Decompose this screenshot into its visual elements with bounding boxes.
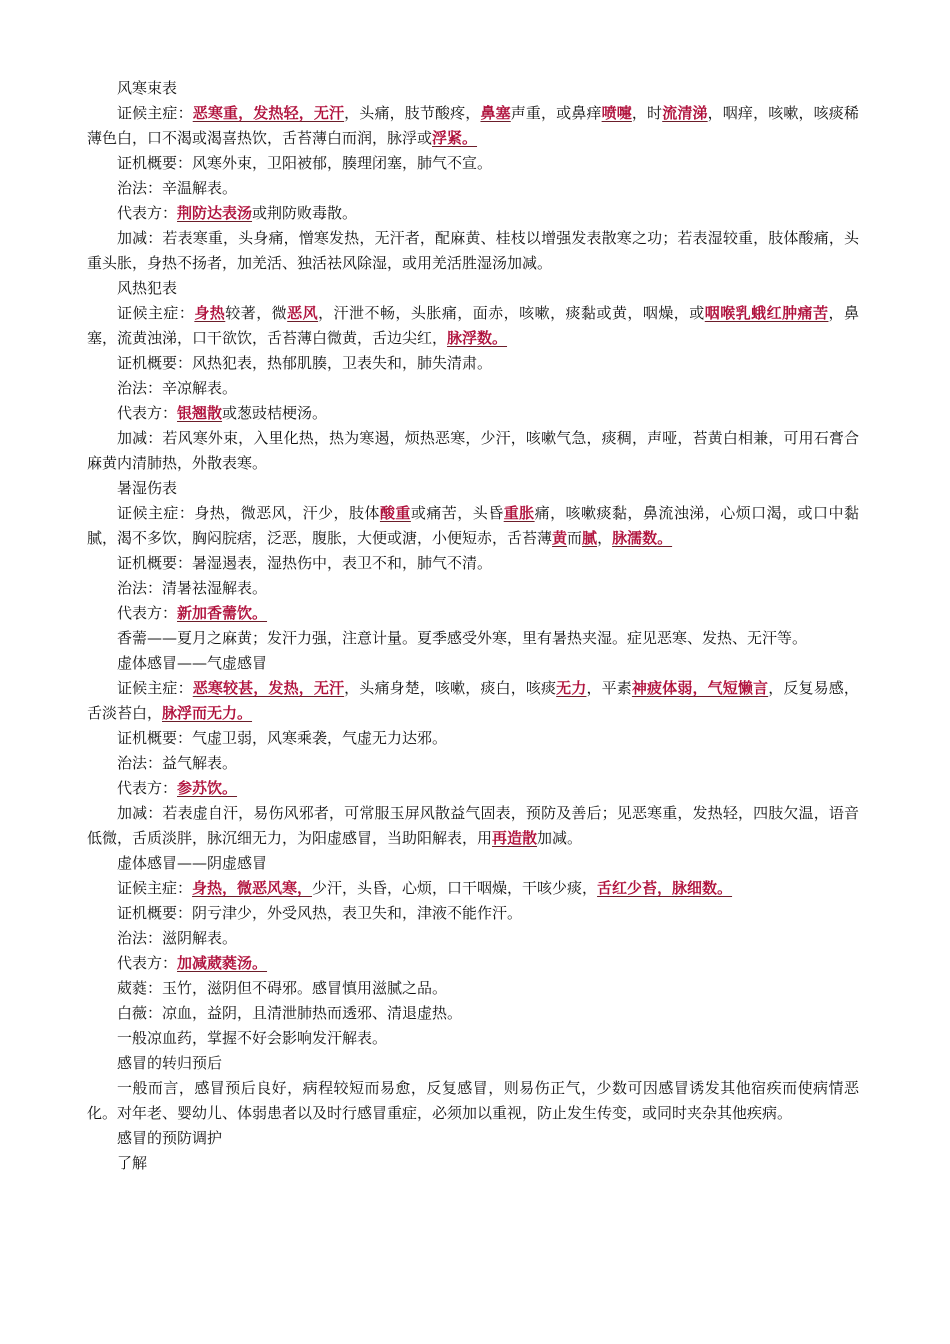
text-run: 代表方： — [117, 954, 178, 972]
text-run: 香薷——夏月之麻黄；发汗力强，注意计量。夏季感受外寒，里有暑热夹湿。症见恶寒、发热、无汗等。 — [117, 629, 808, 647]
paragraph — [87, 401, 859, 426]
paragraph — [87, 651, 859, 676]
text-run: 而 — [567, 529, 583, 547]
paragraph — [87, 101, 859, 151]
highlighted-keyword: 再造散 — [492, 829, 538, 847]
paragraph — [87, 501, 859, 551]
paragraph — [87, 226, 859, 276]
text-run: 感冒的转归预后 — [117, 1054, 223, 1072]
text-run: 虚体感冒——阴虚感冒 — [117, 854, 268, 872]
paragraph — [87, 751, 859, 776]
text-run: 治法：滋阴解表。 — [117, 929, 238, 947]
text-run: ，汗泄不畅，头胀痛，面赤，咳嗽，痰黏或黄，咽燥，或 — [318, 304, 705, 322]
highlighted-keyword: 加减葳蕤汤。 — [177, 954, 268, 972]
paragraph — [87, 1026, 859, 1051]
paragraph — [87, 476, 859, 501]
paragraph — [87, 1126, 859, 1151]
paragraph — [87, 601, 859, 626]
paragraph — [87, 726, 859, 751]
text-run: 少汗，头昏，心烦，口干咽燥，干咳少痰， — [312, 879, 598, 897]
highlighted-keyword: 重胀 — [503, 504, 535, 522]
paragraph — [87, 551, 859, 576]
paragraph — [87, 851, 859, 876]
text-run: 代表方： — [117, 779, 178, 797]
text-run: 声重，或鼻痒 — [510, 104, 602, 122]
highlighted-keyword: 新加香薷饮。 — [177, 604, 268, 622]
paragraph — [87, 1076, 859, 1126]
highlighted-keyword: 喷嚏 — [601, 104, 632, 122]
text-run: ， — [597, 529, 613, 547]
text-run: 证机概要：暑湿遏表，湿热伤中，表卫不和，肺气不清。 — [117, 554, 493, 572]
highlighted-keyword: 脉濡数。 — [612, 529, 673, 547]
highlighted-keyword: 浮紧。 — [432, 129, 478, 147]
paragraph — [87, 1001, 859, 1026]
paragraph — [87, 626, 859, 651]
text-run: 证候主症：身热，微恶风，汗少，肢体 — [117, 504, 380, 522]
highlighted-keyword: 脉浮数。 — [447, 329, 508, 347]
text-run: 加减：若表寒重，头身痛，憎寒发热，无汗者，配麻黄、桂枝以增强发表散寒之功；若表湿较重，肢体酸痛，头重头胀，身热不扬者，加羌活、独活祛风除湿，或用羌活胜湿汤加减。 — [87, 229, 859, 272]
text-run: 证候主症： — [117, 304, 195, 322]
text-run: 或荆防败毒散。 — [252, 204, 358, 222]
text-run: 证机概要：风寒外束，卫阳被郁，腠理闭塞，肺气不宣。 — [117, 154, 493, 172]
paragraph — [87, 951, 859, 976]
text-run: 风寒束表 — [117, 79, 178, 97]
highlighted-keyword: 荆防达表汤 — [177, 204, 253, 222]
highlighted-keyword: 身热 — [194, 304, 226, 322]
paragraph — [87, 976, 859, 1001]
text-run: 一般凉血药，掌握不好会影响发汗解表。 — [117, 1029, 388, 1047]
text-run: 较著，微 — [225, 304, 288, 322]
paragraph — [87, 876, 859, 901]
text-run: 治法：辛温解表。 — [117, 179, 238, 197]
text-run: ，反复易感，舌淡苔白， — [87, 679, 859, 722]
highlighted-keyword: 咽喉乳蛾红肿痛苦 — [704, 304, 829, 322]
paragraph — [87, 676, 859, 726]
text-run: 白薇：凉血，益阴，且清泄肺热而透邪、清退虚热。 — [117, 1004, 463, 1022]
text-run: 治法：辛凉解表。 — [117, 379, 238, 397]
highlighted-keyword: 恶寒较甚，发热，无汗 — [192, 679, 345, 697]
paragraph — [87, 376, 859, 401]
highlighted-keyword: 黄 — [552, 529, 568, 547]
text-run: 加减。 — [537, 829, 583, 847]
highlighted-keyword: 鼻塞 — [480, 104, 511, 122]
text-run: 一般而言，感冒预后良好，病程较短而易愈，反复感冒，则易伤正气，少数可因感冒诱发其他宿疾而使病情恶化。对年老、婴幼儿、体弱患者以及时行感冒重症，必须加以重视，防止发生传变，或同时夹杂其他疾病。 — [87, 1079, 859, 1122]
highlighted-keyword: 银翘散 — [177, 404, 223, 422]
paragraph — [87, 926, 859, 951]
paragraph — [87, 176, 859, 201]
text-run: 加减：若风寒外束，入里化热，热为寒遏，烦热恶寒，少汗，咳嗽气急，痰稠，声哑，苔黄白相兼，可用石膏合麻黄内清肺热，外散表寒。 — [87, 429, 859, 472]
highlighted-keyword: 参苏饮。 — [177, 779, 238, 797]
highlighted-keyword: 神疲体弱，气短懒言 — [631, 679, 769, 697]
text-run: 证候主症： — [117, 104, 193, 122]
text-run: ，时 — [631, 104, 663, 122]
highlighted-keyword: 脉浮而无力。 — [162, 704, 253, 722]
text-run: 感冒的预防调护 — [117, 1129, 223, 1147]
paragraph — [87, 1051, 859, 1076]
document-body — [87, 76, 859, 1176]
text-run: 风热犯表 — [117, 279, 178, 297]
text-run: 虚体感冒——气虚感冒 — [117, 654, 268, 672]
paragraph — [87, 276, 859, 301]
paragraph — [87, 301, 859, 351]
paragraph — [87, 776, 859, 801]
text-run: 或痛苦，头昏 — [410, 504, 504, 522]
highlighted-keyword: 腻 — [582, 529, 598, 547]
highlighted-keyword: 舌红少苔，脉细数。 — [597, 879, 733, 897]
text-run: 代表方： — [117, 204, 178, 222]
text-run: 加减：若表虚自汗，易伤风邪者，可常服玉屏风散益气固表，预防及善后；见恶寒重，发热轻，四肢欠温，语音低微，舌质淡胖，脉沉细无力，为阳虚感冒，当助阳解表，用 — [87, 804, 859, 847]
highlighted-keyword: 恶寒重，发热轻，无汗 — [192, 104, 345, 122]
paragraph — [87, 351, 859, 376]
text-run: 证机概要：阴亏津少，外受风热，表卫失和，津液不能作汗。 — [117, 904, 523, 922]
paragraph — [87, 1151, 859, 1176]
text-run: 证候主症： — [117, 879, 193, 897]
text-run: 证候主症： — [117, 679, 193, 697]
text-run: ，头痛身楚，咳嗽，痰白，咳痰 — [344, 679, 557, 697]
paragraph — [87, 801, 859, 851]
highlighted-keyword: 身热，微恶风寒， — [192, 879, 313, 897]
paragraph — [87, 576, 859, 601]
text-run: 证机概要：气虚卫弱，风寒乘袭，气虚无力达邪。 — [117, 729, 448, 747]
text-run: ，平素 — [586, 679, 632, 697]
text-run: 代表方： — [117, 404, 178, 422]
paragraph — [87, 901, 859, 926]
text-run: ，鼻塞，流黄浊涕，口干欲饮，舌苔薄白微黄，舌边尖红， — [87, 304, 859, 347]
text-run: 葳蕤：玉竹，滋阴但不碍邪。感冒慎用滋腻之品。 — [117, 979, 448, 997]
text-run: 痛，咳嗽痰黏，鼻流浊涕，心烦口渴，或口中黏腻，渴不多饮，胸闷脘痞，泛恶，腹胀，大便或溏，小便短赤，舌苔薄 — [87, 504, 859, 547]
highlighted-keyword: 流清涕 — [662, 104, 708, 122]
paragraph — [87, 76, 859, 101]
highlighted-keyword: 酸重 — [379, 504, 411, 522]
text-run: 了解 — [117, 1154, 148, 1172]
text-run: 代表方： — [117, 604, 178, 622]
highlighted-keyword: 无力 — [556, 679, 587, 697]
paragraph — [87, 151, 859, 176]
text-run: ，头痛，肢节酸疼， — [344, 104, 481, 122]
text-run: 证机概要：风热犯表，热郁肌腠，卫表失和，肺失清肃。 — [117, 354, 493, 372]
paragraph — [87, 201, 859, 226]
text-run: 治法：益气解表。 — [117, 754, 238, 772]
text-run: 治法：清暑祛湿解表。 — [117, 579, 268, 597]
text-run: 暑湿伤表 — [117, 479, 178, 497]
highlighted-keyword: 恶风 — [287, 304, 319, 322]
text-run: ，咽痒，咳嗽，咳痰稀薄色白，口不渴或渴喜热饮，舌苔薄白而润，脉浮或 — [87, 104, 859, 147]
text-run: 或葱豉桔梗汤。 — [222, 404, 328, 422]
paragraph — [87, 426, 859, 476]
